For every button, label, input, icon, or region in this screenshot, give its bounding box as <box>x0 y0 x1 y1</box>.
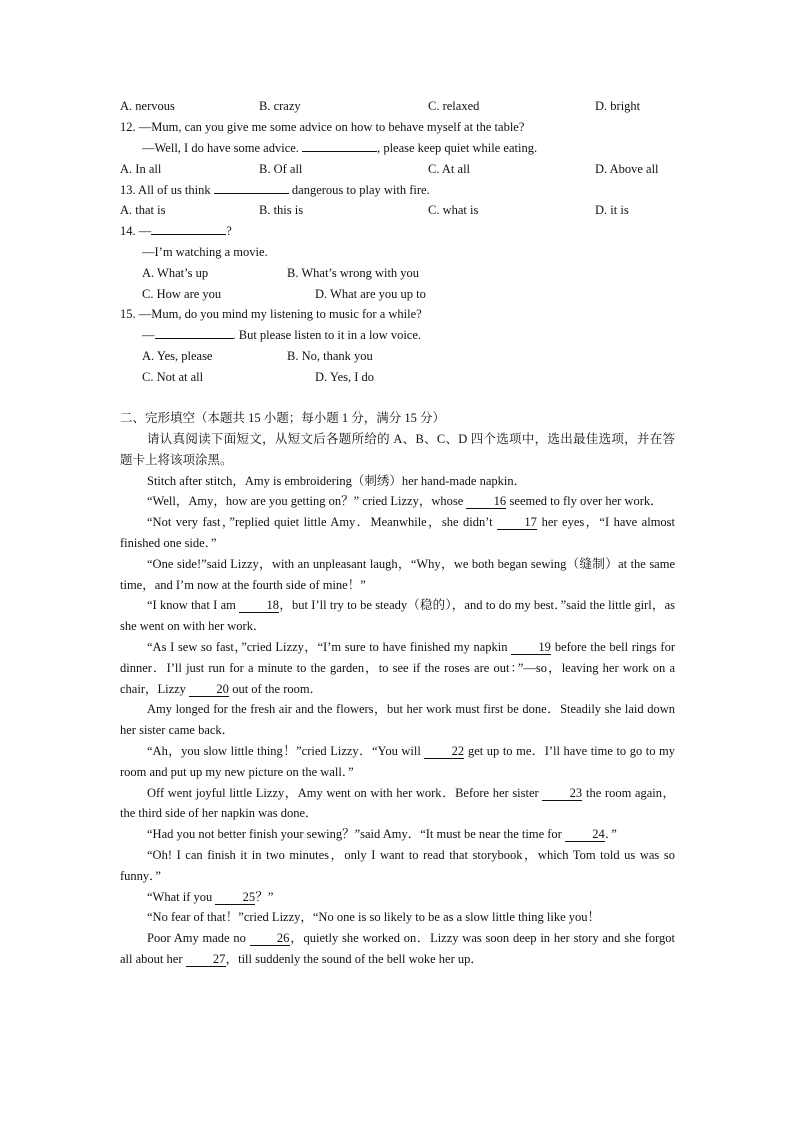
passage-paragraph: Off went joyful little Lizzy，Amy went on with her work．Before her sister 23 the room again，the third side of her napkin was done． <box>120 785 676 821</box>
q15-option-d: D. Yes, I do <box>315 370 375 384</box>
q13-option-d: D. it is <box>595 203 629 217</box>
q15-option-a: A. Yes, please <box>142 349 213 363</box>
q12-line2-pre: —Well, I do have some advice. <box>142 141 299 155</box>
q14-blank <box>151 234 226 235</box>
q15-line2-pre: — <box>142 328 155 342</box>
passage-paragraph: “Had you not better finish your sewing？”said Amy．“It must be near the time for 24．” <box>147 827 617 842</box>
q12-option-c: C. At all <box>428 162 471 176</box>
q15-blank <box>155 338 233 339</box>
q11-option-b: B. crazy <box>259 99 301 113</box>
q12-answer-line <box>142 140 537 157</box>
q13-post: dangerous to play with fire. <box>291 183 430 197</box>
passage-paragraph: “Ah，you slow little thing！”cried Lizzy．“You will 22 get up to me．I’ll have time to go to my room and put up my new picture on the wall．” <box>120 743 676 779</box>
passage-paragraph: Poor Amy made no 26，quietly she worked on．Lizzy was soon deep in her story and she forgot all about her 27，till suddenly the sound of the bell woke her up． <box>120 931 675 966</box>
q13-option-c: C. what is <box>428 203 479 217</box>
q14-option-d: D. What are you up to <box>315 287 426 301</box>
q14-option-a: A. What’s up <box>142 266 209 280</box>
q13-blank <box>214 193 289 194</box>
passage-paragraph: “One side!”said Lizzy，with an unpleasant laugh，“Why，we both began sewing（缝制）at the same time，and I’m now at the fourth side of mine！” <box>120 556 675 592</box>
blank-16: 16 <box>466 494 506 509</box>
q14-pre: 14. — <box>120 224 152 238</box>
blank-23: 23 <box>542 786 582 801</box>
passage-paragraph: “As I sew so fast，”cried Lizzy，“I’m sure to have finished my napkin 19 before the bell rings for dinner．I’ll just run for a minute to the garden，to see if the roses are out：”—so，leaving her work on a chair，Lizzy 20 out of the room． <box>120 639 675 696</box>
q12-option-a: A. In all <box>120 162 162 176</box>
q12-blank <box>302 151 377 152</box>
passage-paragraph: Stitch after stitch，Amy is embroidering（刺绣）her hand-made napkin． <box>147 473 527 488</box>
q15-answer-line <box>142 327 421 344</box>
section2-instruction: 请认真阅读下面短文，从短文后各题所给的 A、B、C、D 四个选项中，选出最佳选项，并在答题卡上将该项涂黑。 <box>120 432 675 467</box>
blank-24: 24 <box>565 827 605 842</box>
passage-paragraph: “Well，Amy，how are you getting on？” cried Lizzy，whose 16 seemed to fly over her work． <box>147 494 663 509</box>
passage-paragraph: “No fear of that！”cried Lizzy，“No one is so likely to be as a slow little thing like you！ <box>147 910 601 925</box>
passage-paragraph: “Oh! I can finish it in two minutes，only I want to read that storybook，which Tom told us was so funny．” <box>120 847 675 883</box>
q14-post: ? <box>226 224 232 238</box>
q15-option-c: C. Not at all <box>142 370 204 384</box>
q13-pre: 13. All of us think <box>120 183 211 197</box>
q15-option-b: B. No, thank you <box>287 349 373 363</box>
q11-option-d: D. bright <box>595 99 641 113</box>
passage-paragraph: Amy longed for the fresh air and the flowers，but her work must first be done．Steadily she laid down her sister came back． <box>120 702 675 738</box>
q13-option-a: A. that is <box>120 203 166 217</box>
q11-option-a: A. nervous <box>120 99 175 113</box>
section2-title: 二、完形填空（本题共 15 小题；每小题 1 分，满分 15 分） <box>120 411 446 425</box>
q15-question: 15. —Mum, do you mind my listening to music for a while? <box>120 307 422 321</box>
q13-option-b: B. this is <box>259 203 304 217</box>
q12-question: 12. —Mum, can you give me some advice on how to behave myself at the table? <box>120 120 525 134</box>
q12-option-d: D. Above all <box>595 162 659 176</box>
blank-26: 26 <box>250 931 290 946</box>
blank-19: 19 <box>511 640 551 655</box>
blank-17: 17 <box>497 515 537 530</box>
blank-25: 25 <box>215 890 255 905</box>
blank-22: 22 <box>424 744 464 759</box>
q11-option-c: C. relaxed <box>428 99 480 113</box>
passage-paragraph: “Not very fast，”replied quiet little Amy．Meanwhile，she didn’t 17 her eyes，“I have almost finished one side．” <box>120 515 676 550</box>
cloze-passage <box>120 429 675 970</box>
q14-option-c: C. How are you <box>142 287 222 301</box>
q14-reply: —I’m watching a movie. <box>142 245 268 259</box>
q12-option-b: B. Of all <box>259 162 303 176</box>
q14-question <box>120 223 232 240</box>
q14-option-b: B. What’s wrong with you <box>287 266 420 280</box>
blank-27: 27 <box>186 952 226 967</box>
q15-line2-post: . But please listen to it in a low voice. <box>232 328 422 342</box>
passage-paragraph: “I know that I am 18，but I’ll try to be steady（稳的），and to do my best．”said the little girl，as she went on with her work． <box>120 598 676 634</box>
passage-paragraph: “What if you 25？” <box>147 889 274 904</box>
blank-18: 18 <box>239 598 279 613</box>
q12-line2-post: , please keep quiet while eating. <box>377 141 538 155</box>
q13-question <box>120 182 430 199</box>
blank-20: 20 <box>189 682 229 697</box>
